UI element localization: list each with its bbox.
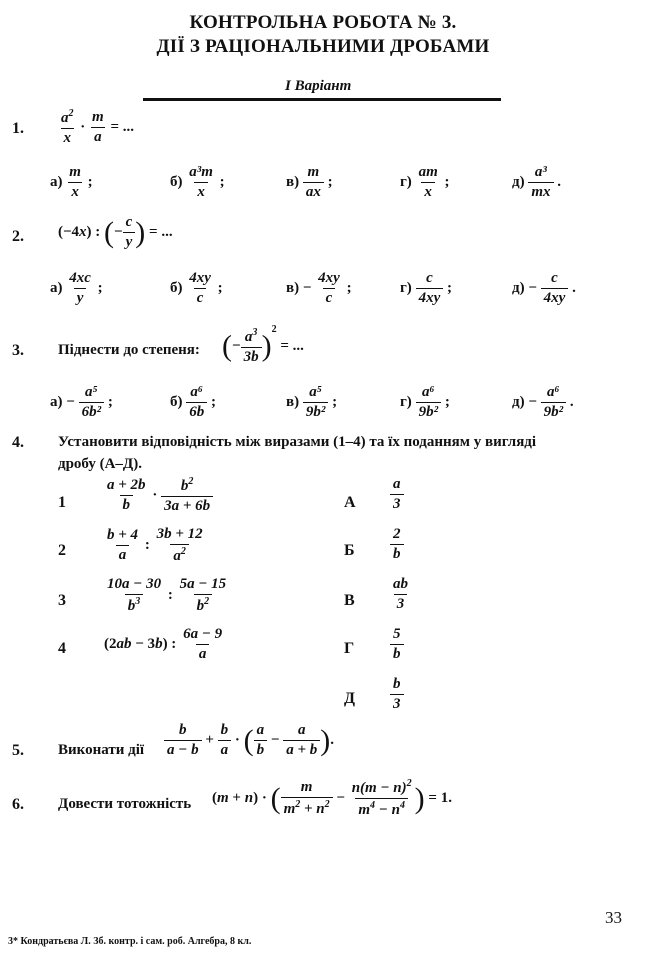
task-2-number: 2. <box>12 228 24 245</box>
task-2-ellipsis: = ... <box>149 224 173 241</box>
task-3-option-a: а) − $\frac{\text{a⁵}}{\text{6b²}}$ ; <box>50 384 113 421</box>
task-1-option-b: б) $\frac{\text{a³m}}{x}$ ; <box>170 164 225 201</box>
match-left-3-number: 3 <box>58 592 66 609</box>
task-5-number: 5. <box>12 742 24 759</box>
task-1-ellipsis: = ... <box>110 119 134 136</box>
match-left-2-number: 2 <box>58 542 66 559</box>
task-3-option-b: б) $\frac{\text{a⁶}}{6b}$ ; <box>170 384 216 421</box>
task-5-text: Виконати дії <box>58 742 145 758</box>
task-3-expression: (− $\frac{a^3}{3b}$ )$^2$ = ... <box>222 324 304 366</box>
task-5-expression: $\frac{b}{a - b}$ + $\frac{b}{a}$ · ( $\frac{a}{b}$ − $\frac{a}{a + b}$ ). <box>164 722 334 760</box>
task-4-text-line-1: Установити відповідність між виразами (1–4) та їх поданням у вигляді <box>58 434 537 450</box>
task-2-option-a: а) $\frac{4xc}{y}$ ; <box>50 270 103 307</box>
match-left-1-number: 1 <box>58 494 66 511</box>
task-1-option-g: г) $\frac{am}{x}$ ; <box>400 164 450 201</box>
match-left-4-expression: (2ab − 3b) : $\frac{6a - 9}{a}$ <box>104 626 223 663</box>
task-6-number: 6. <box>12 796 24 813</box>
footer-citation: 3* Кондратьєва Л. Зб. контр. і сам. роб. Алгебра, 8 кл. <box>8 936 252 947</box>
title-line-2: ДІЇ З РАЦІОНАЛЬНИМИ ДРОБАМИ <box>156 36 490 57</box>
variant-underline <box>143 98 501 101</box>
task-2-expression: (−4x) : (− $\frac{c}{y}$ ) = ... <box>58 214 173 251</box>
match-right-A-letter: А <box>344 494 356 511</box>
task-2-option-d: д) − $\frac{c}{4xy}$ . <box>512 270 576 307</box>
match-right-G-letter: Г <box>344 640 355 657</box>
task-3-option-g: г) $\frac{\text{a⁶}}{\text{9b²}}$ ; <box>400 384 450 421</box>
match-left-2-expression: $\frac{b + 4}{a}$ : $\frac{3b + 12}{a^2}$ <box>107 526 203 565</box>
match-right-B-letter: Б <box>344 542 355 559</box>
match-right-D-fraction: $\frac{b}{3}$ <box>390 676 404 714</box>
task-3-number: 3. <box>12 342 24 359</box>
task-2-option-g: г) $\frac{c}{4xy}$ ; <box>400 270 452 307</box>
match-left-1-expression: $\frac{a + 2b}{b}$ · $\frac{b^2}{3a + 6b}$ <box>104 476 213 516</box>
task-1-option-a: а) $\frac{m}{x}$ ; <box>50 164 93 201</box>
match-right-A-fraction: $\frac{a}{3}$ <box>390 476 404 514</box>
task-3-option-v: в) $\frac{\text{a⁵}}{\text{9b²}}$ ; <box>286 384 338 421</box>
page-number: 33 <box>605 908 622 927</box>
task-1-expression: $\frac{a^2}{x}$ · $\frac{m}{a}$ = ... <box>61 108 134 147</box>
match-right-V-fraction: $\frac{ab}{3}$ <box>393 576 408 613</box>
match-left-4-number: 4 <box>58 640 66 657</box>
task-1-option-d: д) $\frac{\text{a³}}{mx}$ . <box>512 164 562 201</box>
task-4-number: 4. <box>12 434 24 451</box>
task-3-option-d: д) − $\frac{\text{a⁶}}{\text{9b²}}$ . <box>512 384 574 421</box>
match-left-3-expression: $\frac{10a - 30}{b^3}$ : $\frac{5a - 15}{b^2}$ <box>107 576 227 615</box>
task-3-text: Піднести до степеня: <box>58 342 200 358</box>
task-1-option-v: в) $\frac{m}{ax}$ ; <box>286 164 333 201</box>
task-6-result: = 1. <box>428 790 452 807</box>
title-line-1: КОНТРОЛЬНА РОБОТА № 3. <box>189 12 457 33</box>
task-3-ellipsis: = ... <box>280 338 304 354</box>
task-2-option-v: в) − $\frac{4xy}{c}$ ; <box>286 270 352 307</box>
match-right-V-letter: В <box>344 592 355 609</box>
task-6-expression: (m + n) · ( $\frac{m}{m^2 + n^2}$ − $\frac{n(m - n)^2}{m^4 - n^4}$ ) = 1. <box>212 778 452 819</box>
match-right-D-letter: Д <box>344 690 356 707</box>
match-right-B-fraction: $\frac{2}{b}$ <box>390 526 404 564</box>
task-4-text-line-2: дробу (А–Д). <box>58 456 143 472</box>
match-right-G-fraction: $\frac{5}{b}$ <box>390 626 404 664</box>
variant-heading: І Варіант <box>285 78 352 94</box>
task-1-number: 1. <box>12 120 24 137</box>
task-6-text: Довести тотожність <box>58 796 192 812</box>
task-2-option-b: б) $\frac{4xy}{c}$ ; <box>170 270 223 307</box>
